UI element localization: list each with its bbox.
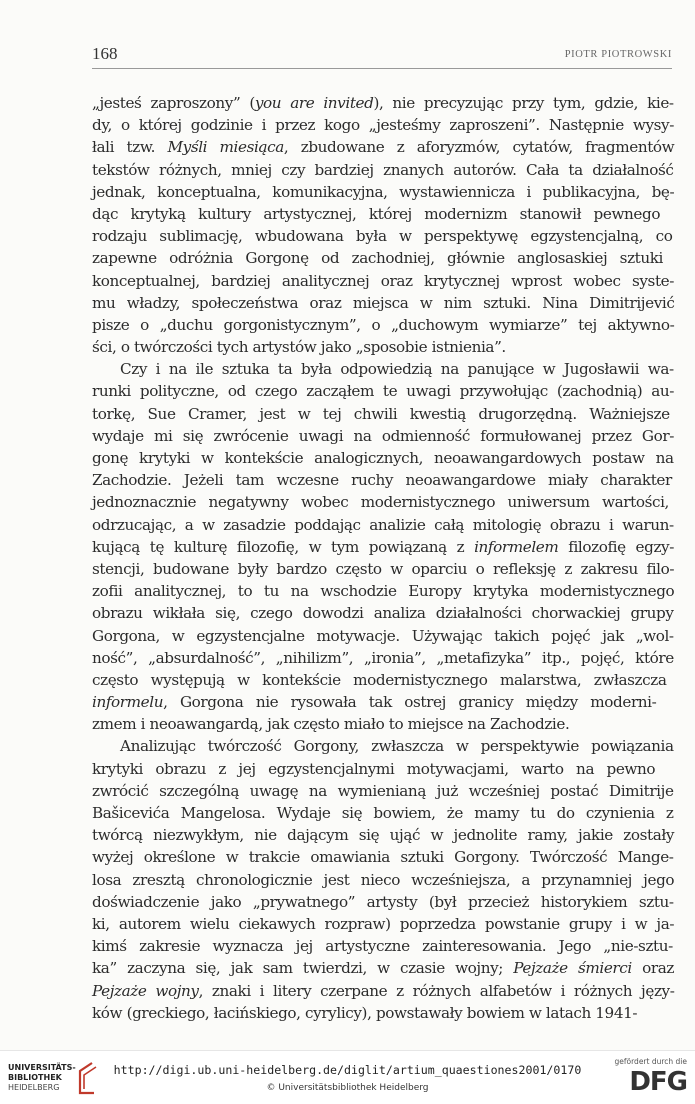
line-text-continued: filozofię egzy- xyxy=(558,537,674,556)
line-text: dąc krytyką kultury artystycznej, której modernizm stanowił pewnego xyxy=(92,204,661,223)
text-line xyxy=(92,824,674,846)
text-line xyxy=(92,647,674,669)
line-text-continued: , zbudowane z aforyzmów, cytatów, fragmentów xyxy=(283,138,675,157)
running-head: PIOTR PIOTROWSKI xyxy=(564,49,672,60)
line-text: torkę, Sue Cramer, jest w tej chwili kwestią drugorzędną. Ważniejsze xyxy=(92,404,670,423)
text-line xyxy=(92,425,674,447)
page-number: 168 xyxy=(92,44,118,63)
text-line xyxy=(92,802,674,824)
line-text: odrzucając, a w zasadzie poddając analizie całą mitologię obrazu i warun- xyxy=(92,515,674,534)
text-line xyxy=(92,514,674,536)
dfg-tagline: gefördert durch die xyxy=(614,1057,687,1066)
line-text: dy, o której godzinie i przez kogo „jesteśmy zaproszeni”. Następnie wysy- xyxy=(92,116,674,135)
line-text: kimś zakresie wyznacza jej artystyczne zainteresowania. Jego „nie-sztu- xyxy=(92,937,673,956)
text-line xyxy=(92,358,674,380)
text-line xyxy=(92,181,674,203)
line-text: twórcą niezwykłym, nie dającym się ująć w jednolite ramy, jakie zostały xyxy=(92,826,675,845)
text-line xyxy=(92,780,674,802)
text-line xyxy=(92,469,674,491)
line-text: jednoznacznie negatywny wobec modernistycznego uniwersum wartości, xyxy=(92,493,669,512)
line-text: „jesteś zaproszony” ( xyxy=(92,94,255,112)
line-text: pisze o „duchu gorgonistycznym”, o „duchowym wymiarze” tej aktywno- xyxy=(92,315,675,334)
text-line xyxy=(92,913,674,935)
permalink-url[interactable]: http://digi.ub.uni-heidelberg.de/diglit/artium_quaestiones2001/0170 xyxy=(113,1063,582,1077)
line-text: Bašicevića Mangelosa. Wydaje się bowiem, że mamy tu do czynienia z xyxy=(92,804,674,822)
header-rule xyxy=(92,68,672,69)
text-line xyxy=(92,891,674,913)
line-text: Czy i na ile sztuka ta była odpowiedzią na panujące w Jugosławii wa- xyxy=(120,360,674,379)
line-text: ki, autorem wielu ciekawych rozpraw) poprzedza powstanie grupy i w ja- xyxy=(92,914,675,933)
text-line xyxy=(92,713,674,735)
line-text: Gorgona, w egzystencjalne motywacje. Używając takich pojęć jak „wol- xyxy=(92,626,674,645)
italic-term: informelu xyxy=(92,693,164,712)
line-text: zmem i neoawangardą, jak często miało to miejsce na Zachodzie. xyxy=(92,715,570,734)
line-text: ków (greckiego, łacińskiego, cyrylicy), powstawały bowiem w latach 1941- xyxy=(92,1003,638,1022)
line-text: stencji, budowane były bardzo często w oparciu o refleksję z zakresu filo- xyxy=(92,559,675,578)
text-line xyxy=(92,1002,674,1024)
text-line xyxy=(92,292,674,314)
line-text: ka” zaczyna się, jak sam twierdzi, w czasie wojny; xyxy=(92,959,514,978)
text-line xyxy=(92,225,674,247)
line-text: Analizując twórczość Gorgony, zwłaszcza w perspektywie powiązania xyxy=(120,737,674,756)
line-text: runki polityczne, od czego zacząłem te uwagi przywołując (zachodnią) au- xyxy=(92,382,674,401)
text-line xyxy=(92,247,674,269)
text-line xyxy=(92,336,674,358)
text-line xyxy=(92,580,674,602)
text-line xyxy=(92,846,674,868)
line-text-continued: ), nie precyzując przy tym, gdzie, kie- xyxy=(373,94,674,112)
italic-term: Pejzaże wojny xyxy=(92,981,199,1000)
line-text: często występują w kontekście modernistycznego malarstwa, zwłaszcza xyxy=(92,670,667,689)
text-line xyxy=(92,957,674,979)
line-text: zwrócić szczególną uwagę na wymienianą już wcześniej postać Dimitrije xyxy=(92,781,674,800)
library-name-line1: UNIVERSITÄTS- xyxy=(8,1063,76,1072)
line-text: krytyki obrazu z jej egzystencjalnymi motywacjami, warto na pewno xyxy=(92,759,656,778)
text-line xyxy=(92,691,674,713)
text-line xyxy=(92,270,674,292)
italic-term: Pejzaże śmierci xyxy=(513,959,632,978)
text-line xyxy=(92,314,674,336)
text-line xyxy=(92,136,674,158)
text-line xyxy=(92,159,674,181)
footer-bar xyxy=(0,1050,695,1104)
text-line xyxy=(92,92,674,114)
text-line xyxy=(92,203,674,225)
text-line xyxy=(92,758,674,780)
line-text: wydaje mi się zwrócenie uwagi na odmienność formułowanej przez Gor- xyxy=(92,426,674,445)
line-text: łali tzw. xyxy=(92,138,168,157)
line-text: losa zresztą chronologicznie jest nieco wcześniejsza, a przynamniej jego xyxy=(92,870,675,889)
text-line xyxy=(92,380,674,402)
line-text-continued: , znaki i litery czerpane z różnych alfabetów i różnych języ- xyxy=(198,981,675,1000)
text-line xyxy=(92,735,674,757)
text-line xyxy=(92,558,674,580)
line-text: tekstów różnych, mniej czy bardziej znanych autorów. Cała ta działalność xyxy=(92,160,674,179)
text-line xyxy=(92,602,674,624)
text-line xyxy=(92,625,674,647)
dfg-logo[interactable]: DFG xyxy=(629,1067,687,1097)
italic-term: you are invited xyxy=(254,94,374,112)
text-line xyxy=(92,980,674,1002)
page-header xyxy=(92,44,672,66)
text-line xyxy=(92,491,674,513)
line-text: obrazu wikłała się, czego dowodzi analiza działalności chorwackiej grupy xyxy=(92,604,674,623)
line-text: mu władzy, społeczeństwa oraz miejsca w nim sztuki. Nina Dimitrijević xyxy=(92,293,675,312)
text-line xyxy=(92,869,674,891)
text-line xyxy=(92,403,674,425)
line-text: gonę krytyki w kontekście analogicznych, neoawangardowych postaw na xyxy=(92,449,674,467)
italic-term: Myśli miesiąca xyxy=(167,138,284,157)
library-name-line3: HEIDELBERG xyxy=(8,1083,60,1092)
text-line xyxy=(92,536,674,558)
line-text: zapewne odróżnia Gorgonę od zachodniej, głównie anglosaskiej sztuki xyxy=(92,249,664,268)
copyright-notice: © Universitätsbibliothek Heidelberg xyxy=(266,1083,429,1093)
italic-term: informelem xyxy=(474,537,559,556)
line-text: kującą tę kulturę filozofię, w tym powiązaną z xyxy=(92,537,475,556)
text-line xyxy=(92,669,674,691)
line-text: ści, o twórczości tych artystów jako „sposobie istnienia”. xyxy=(92,338,506,357)
line-text: jednak, konceptualna, komunikacyjna, wystawiennicza i publikacyjna, bę- xyxy=(92,182,675,201)
body-text xyxy=(92,92,674,1024)
line-text: doświadczenie jako „prywatnego” artysty (był przecież historykiem sztu- xyxy=(92,892,674,911)
line-text-continued: oraz xyxy=(631,959,674,978)
text-line xyxy=(92,935,674,957)
text-line xyxy=(92,447,674,469)
text-line xyxy=(92,114,674,136)
line-text: rodzaju sublimację, wbudowana była w perspektywę egzystencjalną, co xyxy=(92,227,673,246)
line-text-continued: , Gorgona nie rysowała tak ostrej granicy między moderni- xyxy=(163,693,657,712)
line-text: Zachodzie. Jeżeli tam wczesne ruchy neoawangardowe miały charakter xyxy=(92,471,672,490)
line-text: zofii analitycznej, to tu na wschodzie Europy krytyka modernistycznego xyxy=(92,582,675,601)
line-text: konceptualnej, bardziej analitycznej oraz krytycznej wprost wobec syste- xyxy=(92,271,674,290)
line-text: ność”, „absurdalność”, „nihilizm”, „ironia”, „metafizyka” itp., pojęć, które xyxy=(92,648,674,667)
line-text: wyżej określone w trakcie omawiania sztuki Gorgony. Twórczość Mange- xyxy=(92,848,674,867)
library-name-line2: BIBLIOTHEK xyxy=(8,1073,62,1082)
